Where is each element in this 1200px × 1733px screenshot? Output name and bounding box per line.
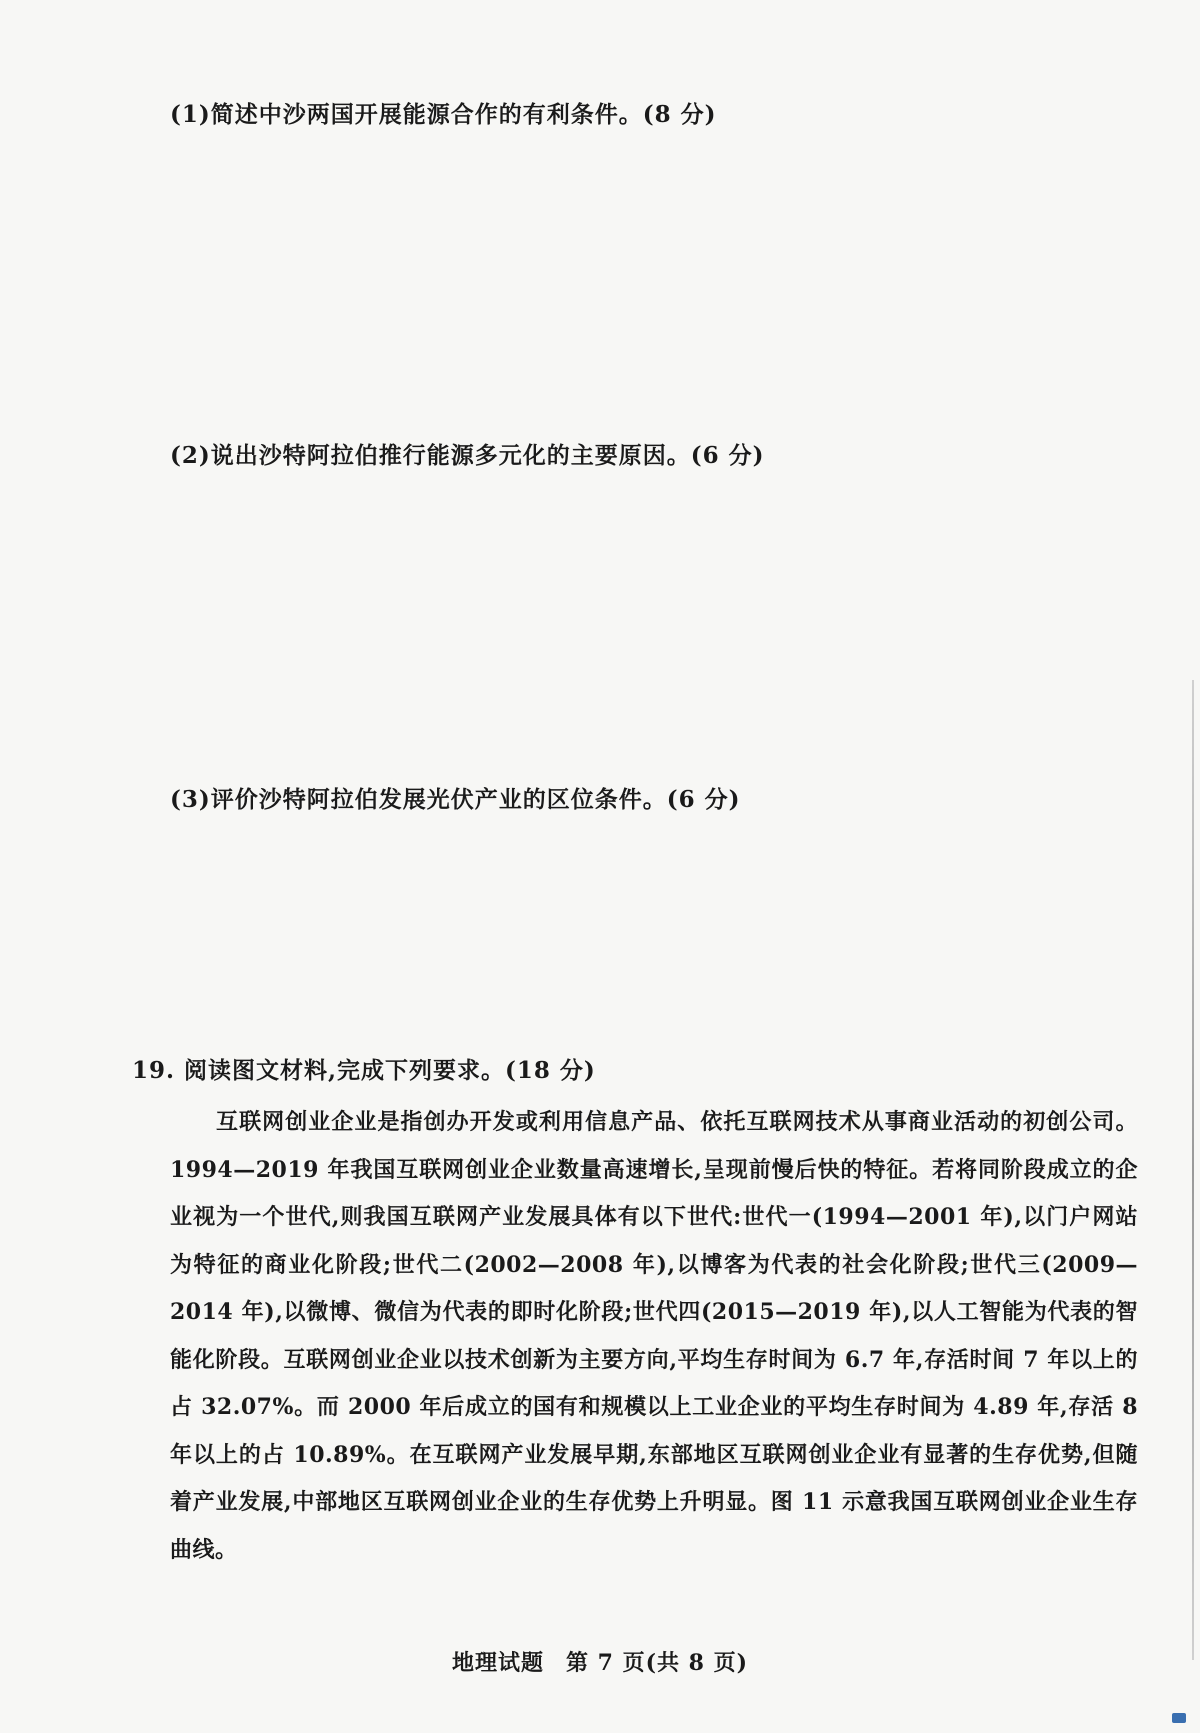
page-footer xyxy=(0,1646,1200,1677)
footer-page-number: 第 7 页(共 8 页) xyxy=(565,1650,749,1676)
question-19-material: 互联网创业企业是指创办开发或利用信息产品、依托互联网技术从事商业活动的初创公司。1994—2019 年我国互联网创业企业数量高速增长,呈现前慢后快的特征。若将同阶段成立的企业视为一个世代,则我国互联网产业发展具体有以下世代:世代一(1994—2001 年),以门户网站为特征的商业化阶段;世代二(2002—2008 年),以博客为代表的社会化阶段;世代三(2009—2014 年),以微博、微信为代表的即时化阶段;世代四(2015—2019 年),以人工智能为代表的智能化阶段。互联网创业企业以技术创新为主要方向,平均生存时间为 6.7 年,存活时间 7 年以上的占 32.07%。而 2000 年后成立的国有和规模以上工业企业的平均生存时间为 4.89 年,存活 8 年以上的占 10.89%。在互联网产业发展早期,东部地区互联网创业企业有显著的生存优势,但随着产业发展,中部地区互联网创业企业的生存优势上升明显。图 11 示意我国互联网创业企业生存曲线。 xyxy=(170,1109,1138,1563)
scanner-watermark xyxy=(1172,1713,1186,1723)
question-2: (2)说出沙特阿拉伯推行能源多元化的主要原因。(6 分) xyxy=(170,442,765,469)
scanner-logo-icon xyxy=(1172,1713,1186,1723)
scan-edge-shadow xyxy=(1192,680,1194,1660)
question-3: (3)评价沙特阿拉伯发展光伏产业的区位条件。(6 分) xyxy=(170,786,741,813)
question-19-heading: 19. 阅读图文材料,完成下列要求。(18 分) xyxy=(132,1057,596,1084)
question-1: (1)简述中沙两国开展能源合作的有利条件。(8 分) xyxy=(170,101,717,128)
footer-subject: 地理试题 xyxy=(451,1650,544,1676)
